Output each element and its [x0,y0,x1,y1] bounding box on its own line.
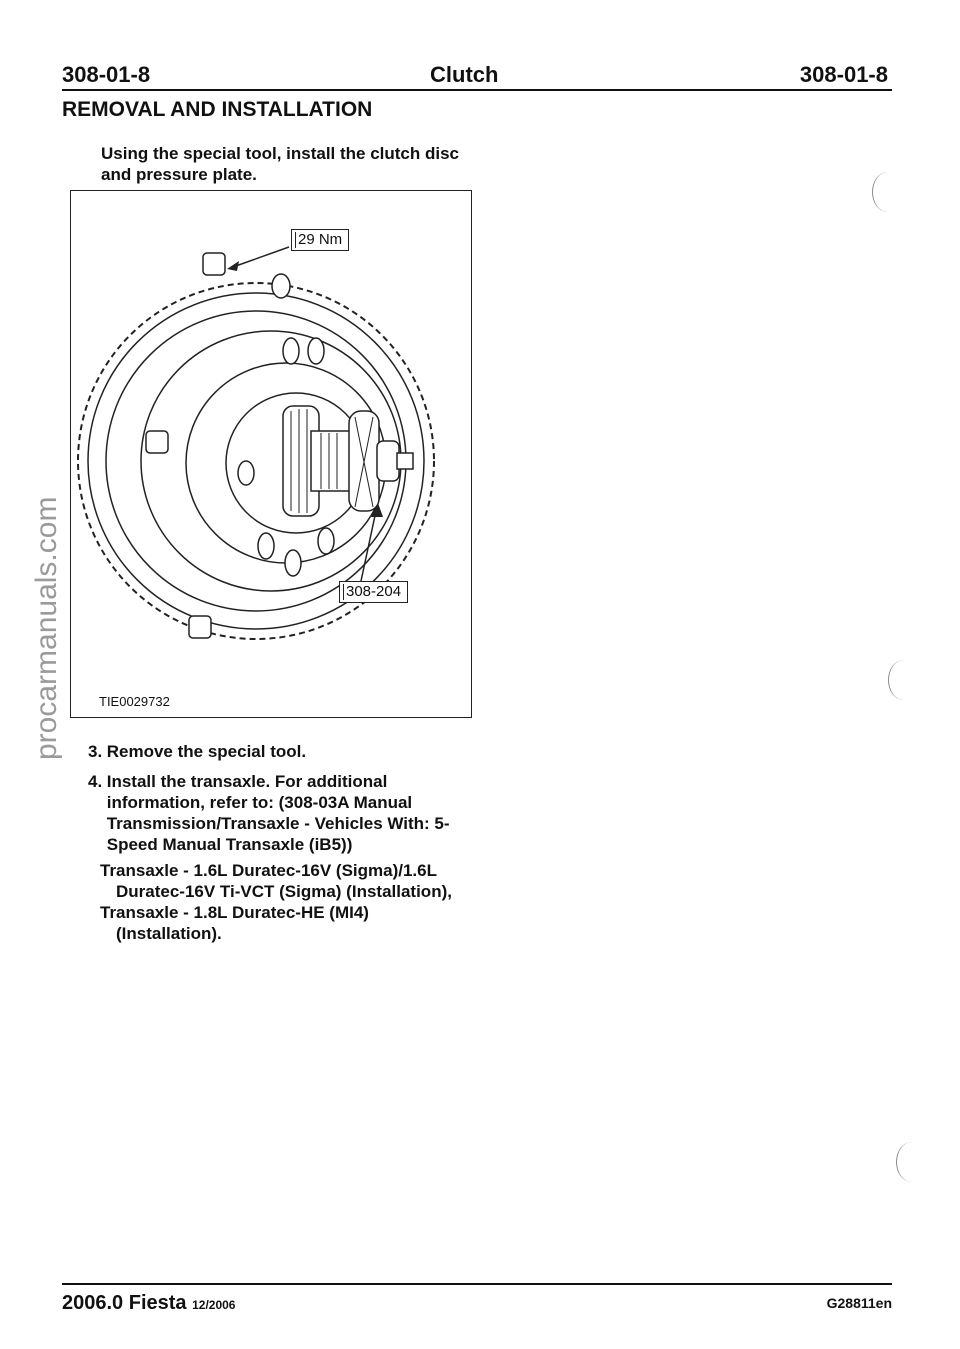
step-4-number: 4. [88,772,103,791]
reference-block [100,860,480,944]
reference-link-2-cont[interactable]: (Installation). [116,924,222,943]
footer-code: G28811en [826,1295,892,1311]
reference-link-1-cont[interactable]: Duratec-16V Ti-VCT (Sigma) (Installation), [116,882,452,901]
footer-model [62,1292,235,1315]
footer-date: 12/2006 [192,1298,236,1312]
step-4 [88,771,467,855]
section-title: REMOVAL AND INSTALLATION [62,98,373,121]
footer-rule [62,1283,892,1285]
reference-link-1[interactable]: Transaxle - 1.6L Duratec-16V (Sigma)/1.6L [100,861,437,880]
binder-hole-bottom [896,1142,927,1182]
torque-callout: 29 Nm [291,229,349,251]
binder-hole-top [872,172,903,212]
figure-id: TIE0029732 [99,694,170,709]
clutch-drawing [71,191,473,719]
binder-hole-middle [888,660,919,700]
step-3-number: 3. [88,742,103,761]
header-section-number-right: 308-01-8 [799,62,888,87]
header-title: Clutch [430,62,499,87]
intro-instruction: Using the special tool, install the clutch disc and pressure plate. [101,144,460,184]
clutch-illustration [70,190,472,718]
step-3-text: Remove the special tool. [106,742,307,761]
header-section-number-left: 308-01-8 [62,62,151,87]
step-4-text: Install the transaxle. For additional information, refer to: (308-03A Manual Transmission/Transaxle - Vehicles With: 5-Speed Manual Transaxle (iB5)) [106,772,450,854]
special-tool-callout: 308-204 [339,581,408,603]
footer-model-name: 2006.0 Fiesta [62,1292,187,1314]
step-3 [88,741,467,762]
watermark: procarmanuals.com [30,496,63,760]
header-rule [62,89,892,91]
reference-link-2[interactable]: Transaxle - 1.8L Duratec-HE (MI4) [100,903,369,922]
